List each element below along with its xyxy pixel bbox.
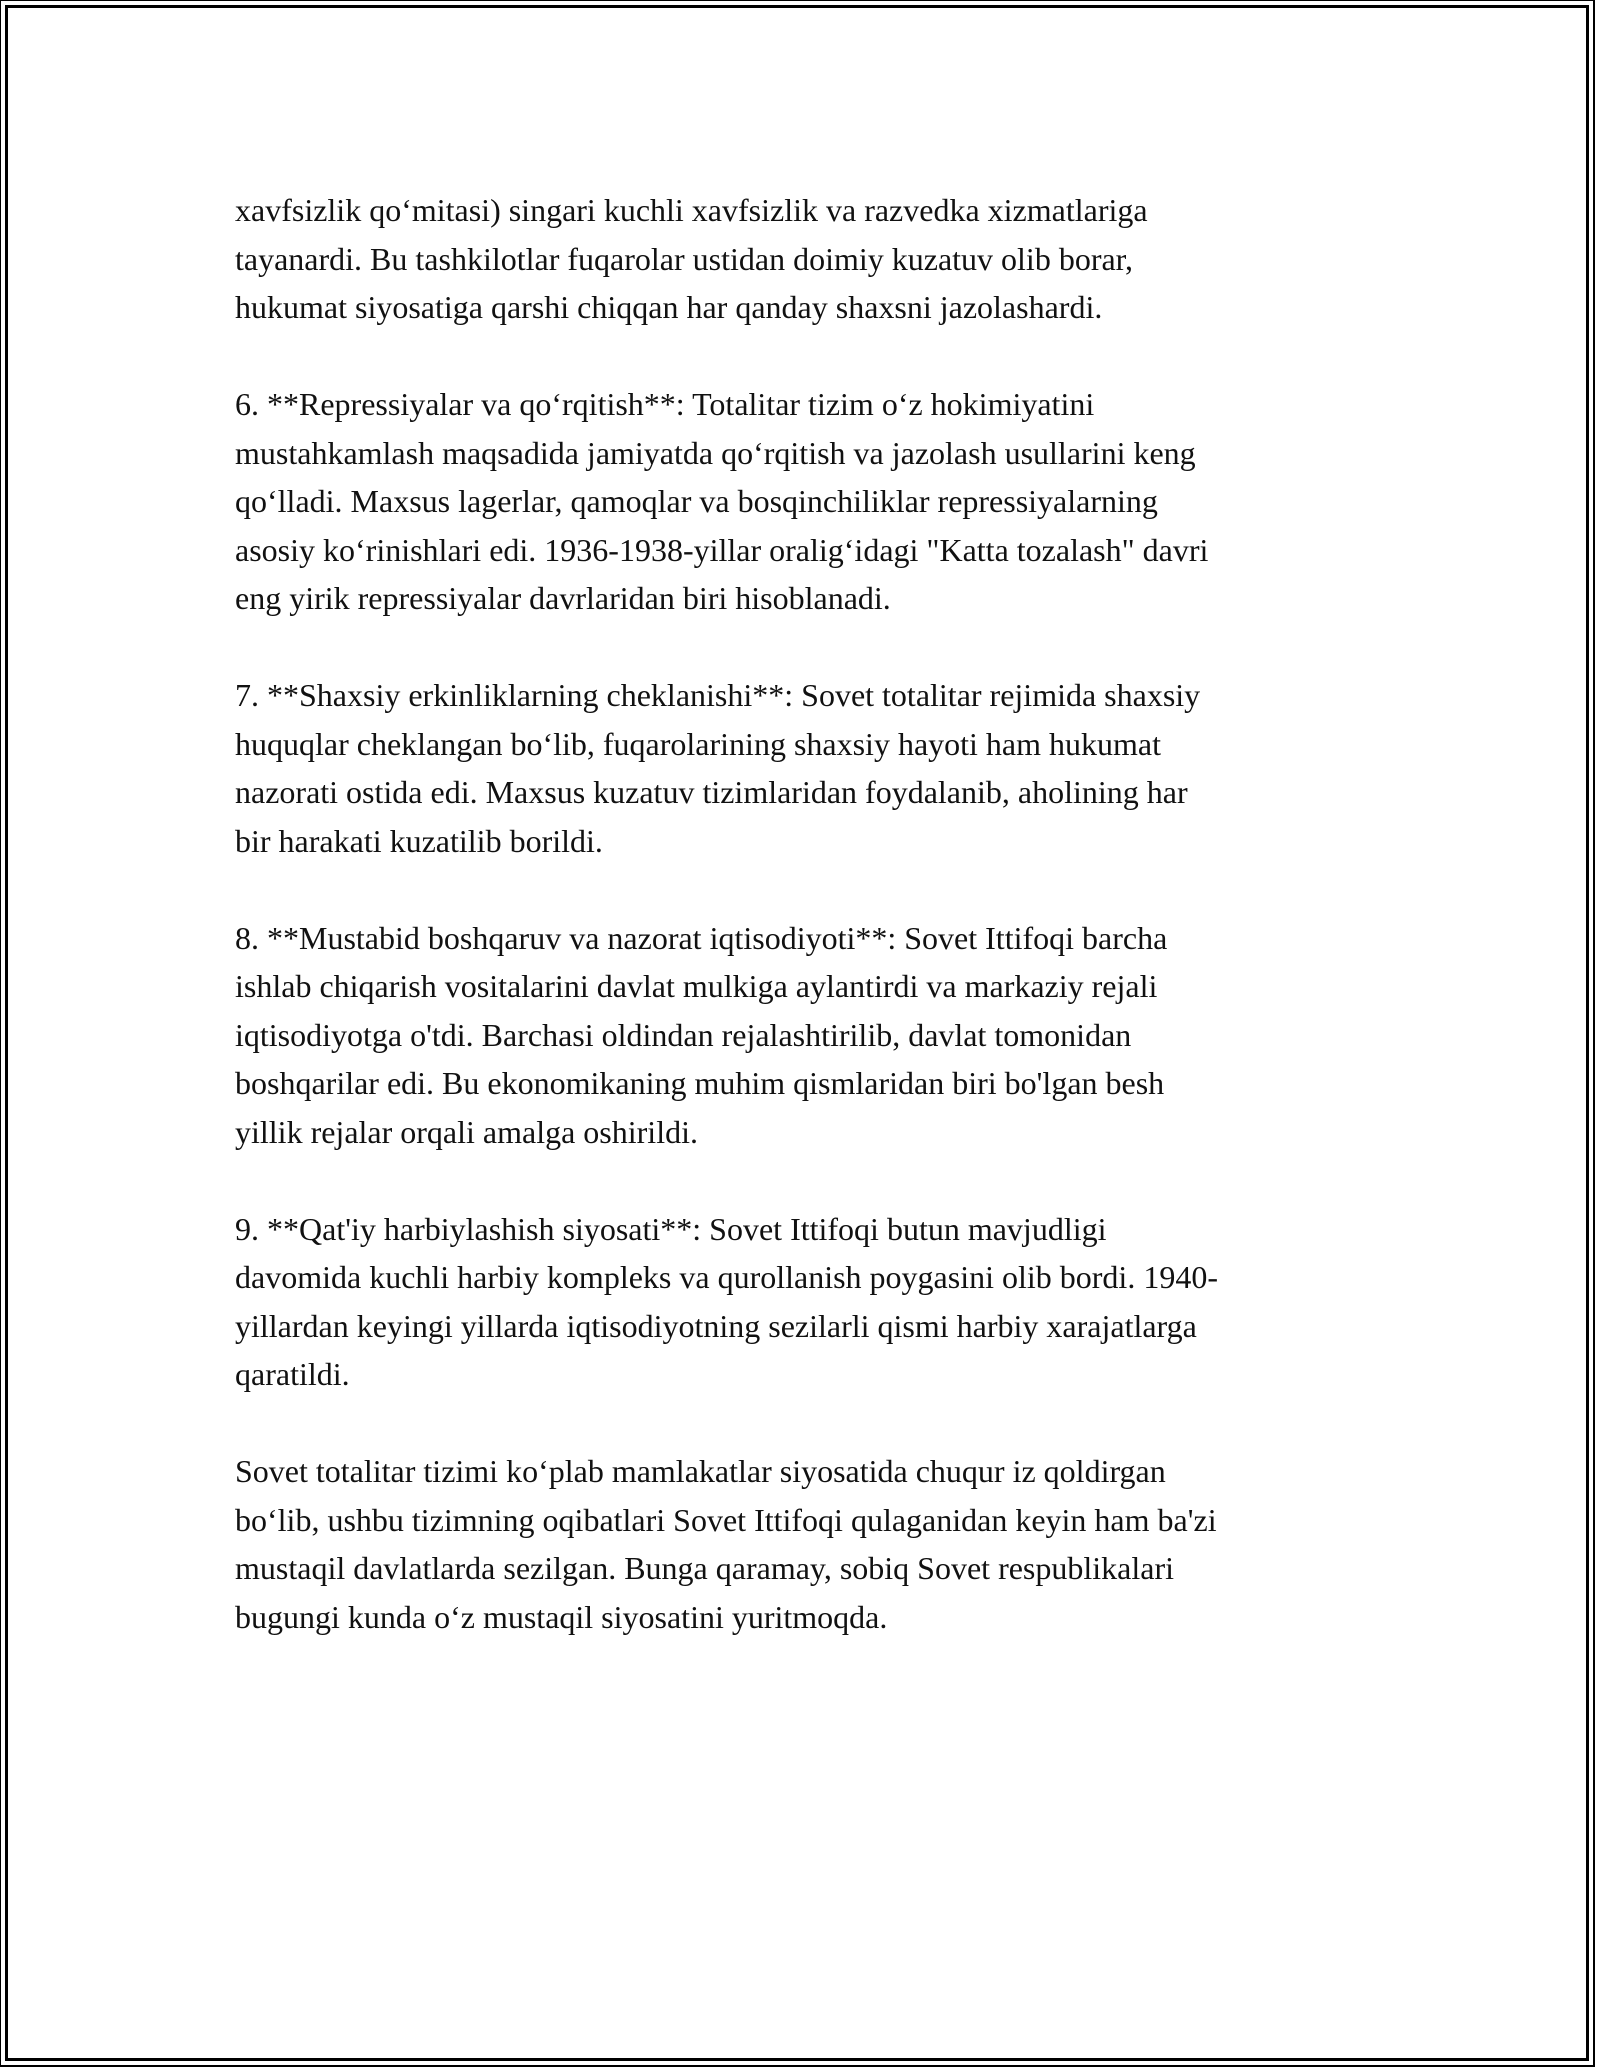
paragraph-repressions: 6. **Repressiyalar va qo‘rqitish**: Totalitar tizim o‘z hokimiyatini mustahkamlash maqsadida jamiyatda qo‘rqitish va jazolash usullarini keng qo‘lladi. Maxsus lagerlar, qamoqlar va bosqinchiliklar repressiyalarning asosiy ko‘rinishlari edi. 1936-1938-yillar oralig‘idagi "Katta tozalash" davri eng yirik repressiyalar davrlaridan biri hisoblanadi.	[235, 386, 1209, 616]
paragraph-militarization: 9. **Qat'iy harbiylashish siyosati**: Sovet Ittifoqi butun mavjudligi davomida kuchli harbiy kompleks va qurollanish poygasini olib bordi. 1940- yillardan keyingi yillarda iqtisodiyotning sezilarli qismi harbiy xarajatlarga qaratildi.	[235, 1210, 1218, 1392]
paragraph-planned-economy: 8. **Mustabid boshqaruv va nazorat iqtisodiyoti**: Sovet Ittifoqi barcha ishlab chiqarish vositalarini davlat mulkiga aylantirdi va markaziy rejali iqtisodiyotga o'tdi. Barchasi oldindan rejalashtirilib, davlat tomonidan boshqarilar edi. Bu ekonomikaning muhim qismlaridan biri bo'lgan besh yillik rejalar orqali amalga oshirildi.	[235, 919, 1168, 1150]
paragraph-personal-freedoms: 7. **Shaxsiy erkinliklarning cheklanishi**: Sovet totalitar rejimida shaxsiy huquqlar cheklangan bo‘lib, fuqarolarining shaxsiy hayoti ham hukumat nazorati ostida edi. Maxsus kuzatuv tizimlaridan foydalanib, aholining har bir harakati kuzatilib borildi.	[235, 677, 1201, 859]
document-body	[235, 186, 1365, 1641]
paragraph-security-services: xavfsizlik qo‘mitasi) singari kuchli xavfsizlik va razvedka xizmatlariga tayanardi. Bu tashkilotlar fuqarolar ustidan doimiy kuzatuv olib borar, hukumat siyosatiga qarshi chiqqan har qanday shaxsni jazolashardi.	[235, 192, 1148, 325]
paragraph-conclusion: Sovet totalitar tizimi ko‘plab mamlakatlar siyosatida chuqur iz qoldirgan bo‘lib, ushbu tizimning oqibatlari Sovet Ittifoqi qulaganidan keyin ham ba'zi mustaqil davlatlarda sezilgan. Bunga qaramay, sobiq Sovet respublikalari bugungi kunda o‘z mustaqil siyosatini yuritmoqda.	[235, 1453, 1217, 1635]
